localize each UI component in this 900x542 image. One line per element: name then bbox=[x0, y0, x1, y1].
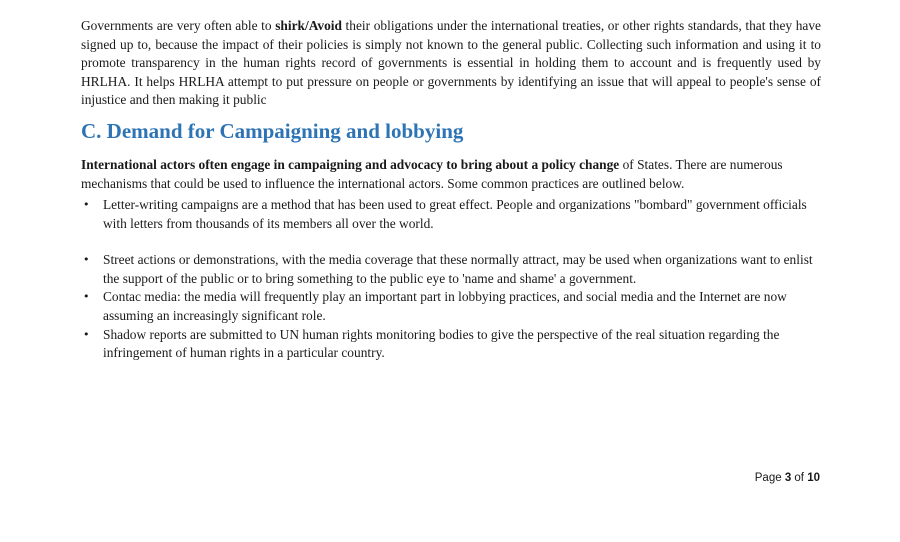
list-item bbox=[81, 196, 821, 233]
list-item-text: Street actions or demonstrations, with the media coverage that these normally attract, may be used when organizations want to enlist the support of the public or to bring something to the public eye to 'name and shame' a government. bbox=[103, 252, 813, 286]
list-item bbox=[81, 326, 821, 363]
lead-bold-text: International actors often engage in campaigning and advocacy to bring about a policy change bbox=[81, 157, 620, 172]
page-label: Page bbox=[754, 472, 785, 484]
bullet-icon: • bbox=[83, 198, 90, 211]
intro-text-start: Governments are very often able to bbox=[81, 18, 276, 33]
practices-list bbox=[81, 196, 821, 363]
bullet-icon: • bbox=[83, 327, 90, 341]
list-item-text: Shadow reports are submitted to UN human rights monitoring bodies to give the perspective of the real situation regarding the infringement of human rights in a particular country. bbox=[103, 326, 780, 361]
section-heading: C. Demand for Campaigning and lobbying bbox=[81, 119, 464, 143]
bullet-icon: • bbox=[83, 253, 90, 267]
list-item-text: Letter-writing campaigns are a method that has been used to great effect. People and organizations "bombard" government officials with letters from thousands of its members all over the world. bbox=[103, 197, 807, 231]
lead-rest-text: of States. There are numerous mechanisms that could be used to influence the international actors. Some common practices are outlined below. bbox=[81, 157, 783, 191]
intro-bold-term: shirk/Avoid bbox=[275, 18, 342, 33]
list-item bbox=[81, 251, 821, 288]
current-page: 3 bbox=[784, 472, 792, 484]
list-item bbox=[81, 288, 821, 325]
total-pages: 10 bbox=[807, 472, 820, 484]
of-label: of bbox=[791, 472, 808, 484]
section-lead-paragraph bbox=[81, 156, 821, 193]
list-item-text: Contac media: the media will frequently play an important part in lobbying practices, and social media and the Internet are now assuming an increasingly significant role. bbox=[103, 289, 787, 323]
bullet-icon: • bbox=[83, 290, 90, 304]
page-number bbox=[755, 472, 820, 484]
intro-paragraph bbox=[81, 17, 821, 110]
intro-text-rest: their obligations under the international treaties, or other rights standards, that they have signed up to, because the impact of their policies is simply not known to the general public. Collecting such information and using it to promote transparency in the human rights record of governments is essential in holding them to account and is frequently used by HRLHA. It helps HRLHA attempt to put pressure on people or governments by identifying an issue that will appeal to people's sense of injustice and then making it public bbox=[81, 18, 821, 108]
